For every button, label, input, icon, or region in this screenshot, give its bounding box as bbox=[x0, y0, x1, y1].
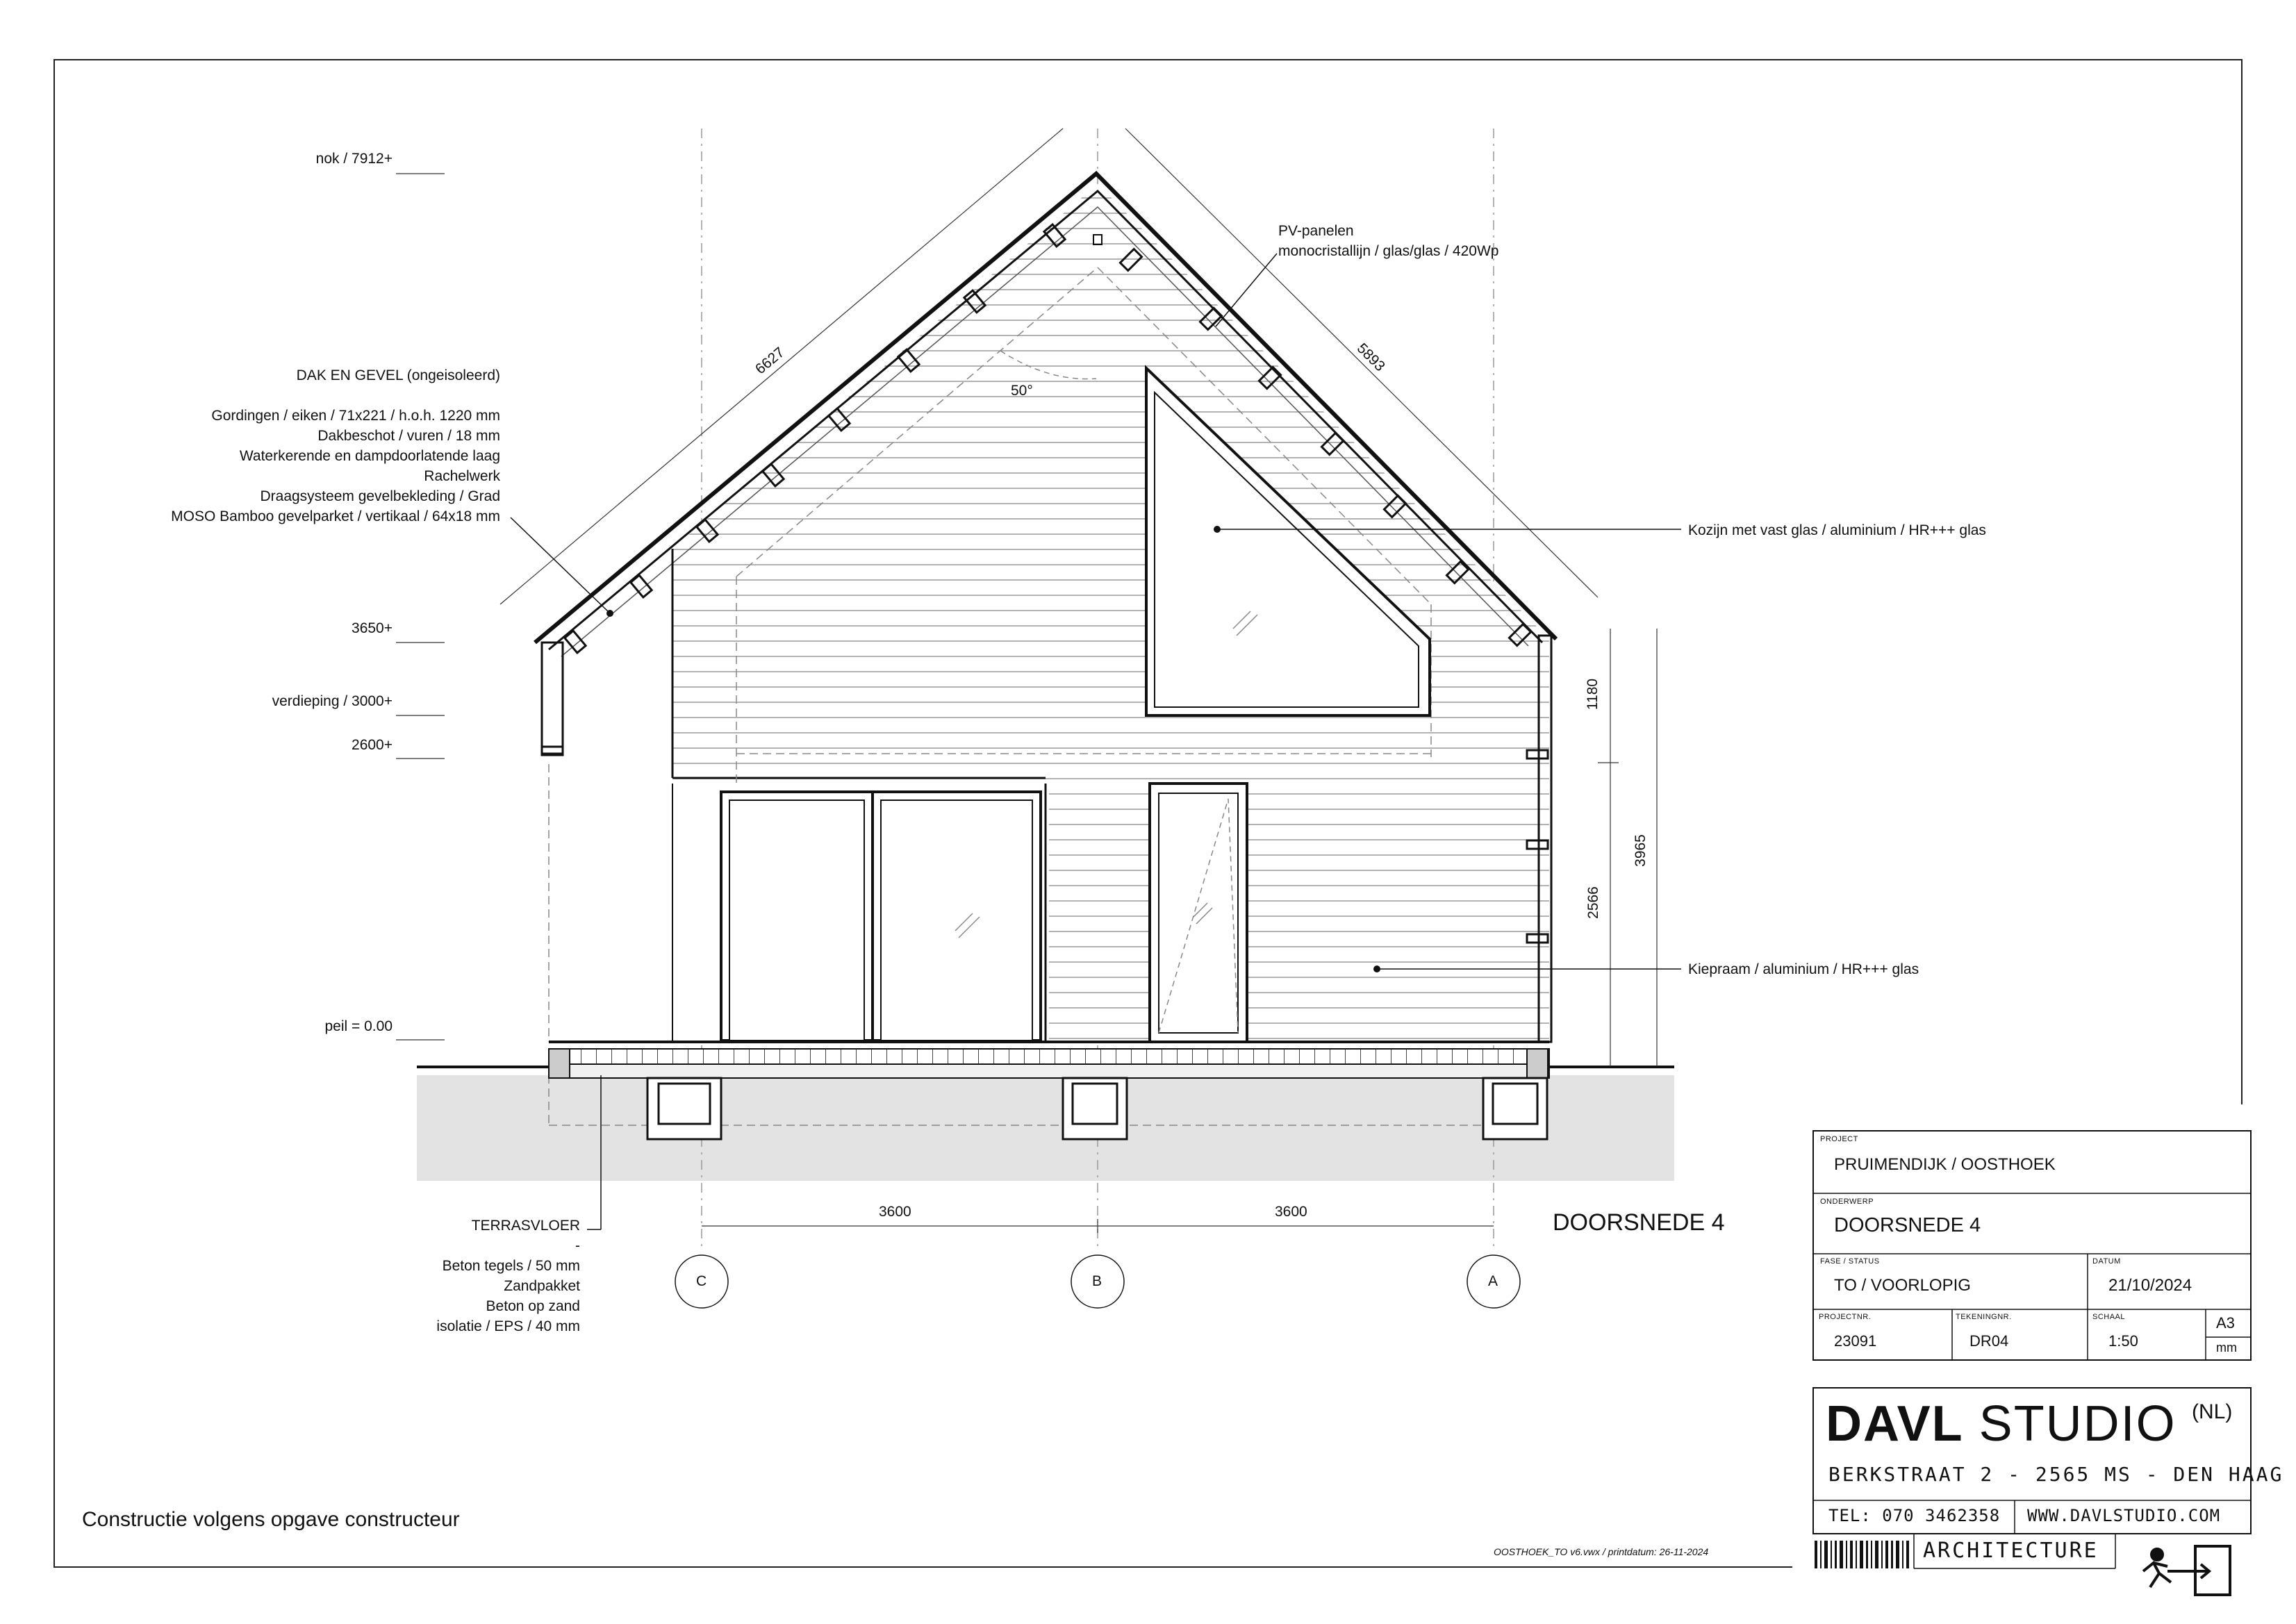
studio-country: (NL) bbox=[2192, 1400, 2233, 1423]
studio-logo bbox=[1826, 1395, 2177, 1453]
dim-roof-right: 5893 bbox=[1353, 340, 1389, 375]
terrace-floor bbox=[549, 1042, 1549, 1078]
floor-note-line: Beton op zand bbox=[486, 1298, 580, 1314]
dim-span1: 3600 bbox=[879, 1204, 911, 1220]
floor-note-line: Beton tegels / 50 mm bbox=[442, 1258, 580, 1274]
tb-phase: TO / VOORLOPIG bbox=[1834, 1276, 1971, 1295]
studio-tagline: ARCHITECTURE bbox=[1923, 1539, 2099, 1563]
pv-note bbox=[1278, 221, 1498, 261]
roof-note-line: MOSO Bamboo gevelparket / vertikaal / 64x18 mm bbox=[171, 508, 500, 524]
door-note: Kiepraam / aluminium / HR+++ glas bbox=[1688, 961, 1919, 977]
roof-note-line: Dakbeschot / vuren / 18 mm bbox=[317, 428, 500, 444]
studio-web: WWW.DAVLSTUDIO.COM bbox=[2027, 1506, 2221, 1525]
level-peil: peil = 0.00 bbox=[324, 1018, 393, 1034]
level-verdieping: verdieping / 3000+ bbox=[272, 693, 393, 709]
tb-date: 21/10/2024 bbox=[2108, 1276, 2192, 1295]
tb-projnr: 23091 bbox=[1834, 1332, 1877, 1350]
studio-name-light: STUDIO bbox=[1979, 1396, 2177, 1452]
grid-label-b: B bbox=[1092, 1273, 1102, 1289]
level-nok: nok / 7912+ bbox=[315, 151, 393, 167]
dim-2566: 2566 bbox=[1585, 886, 1601, 919]
tb-drawnr: DR04 bbox=[1969, 1332, 2009, 1350]
floor-note-line: Zandpakket bbox=[504, 1278, 580, 1294]
roof-note-line: Waterkerende en dampdoorlatende laag bbox=[239, 448, 500, 464]
studio-address: BERKSTRAAT 2 - 2565 MS - DEN HAAG bbox=[1828, 1463, 2284, 1486]
dim-span2: 3600 bbox=[1275, 1204, 1307, 1220]
roof-note-line: Rachelwerk bbox=[424, 468, 500, 484]
dim-3965: 3965 bbox=[1632, 834, 1649, 867]
floor-note-line: isolatie / EPS / 40 mm bbox=[436, 1318, 580, 1334]
tb-project: PRUIMENDIJK / OOSTHOEK bbox=[1834, 1155, 2056, 1174]
tb-project-label: PROJECT bbox=[1820, 1135, 1858, 1143]
roof-note-line: Gordingen / eiken / 71x221 / h.o.h. 1220 mm bbox=[211, 408, 500, 424]
tilt-window bbox=[1150, 784, 1247, 1042]
studio-name-bold: DAVL bbox=[1826, 1396, 1964, 1452]
footer-note: Constructie volgens opgave constructeur bbox=[82, 1508, 460, 1531]
tb-phase-label: FASE / STATUS bbox=[1820, 1257, 1880, 1266]
floor-note bbox=[278, 1216, 580, 1336]
tb-date-label: DATUM bbox=[2092, 1257, 2121, 1266]
studio-phone: TEL: 070 3462358 bbox=[1828, 1506, 2001, 1525]
dim-1180: 1180 bbox=[1585, 678, 1601, 711]
dim-roof-left: 6627 bbox=[752, 344, 788, 378]
window-note: Kozijn met vast glas / aluminium / HR+++ glas bbox=[1688, 522, 1986, 538]
tb-unit: mm bbox=[2216, 1341, 2237, 1354]
tb-paper: A3 bbox=[2216, 1314, 2235, 1332]
roof-note-title: DAK EN GEVEL (ongeisoleerd) bbox=[296, 367, 500, 383]
tb-subject: DOORSNEDE 4 bbox=[1834, 1214, 1981, 1236]
pv-note-line2: monocristallijn / glas/glas / 420Wp bbox=[1278, 243, 1499, 259]
level-2600: 2600+ bbox=[352, 737, 393, 753]
grid-label-a: A bbox=[1488, 1273, 1498, 1289]
tb-projnr-label: PROJECTNR. bbox=[1819, 1313, 1872, 1321]
roof-note-line: Draagsysteem gevelbekleding / Grad bbox=[260, 488, 500, 504]
dim-angle: 50° bbox=[1011, 383, 1033, 399]
tb-subject-label: ONDERWERP bbox=[1820, 1198, 1874, 1206]
section-title: DOORSNEDE 4 bbox=[1553, 1209, 1725, 1236]
file-info: OOSTHOEK_TO v6.vwx / printdatum: 26-11-2024 bbox=[1494, 1546, 1709, 1557]
sliding-doors bbox=[672, 784, 1049, 1042]
tb-scale-label: SCHAAL bbox=[2092, 1313, 2126, 1321]
level-3650: 3650+ bbox=[352, 620, 393, 636]
floor-note-dash: - bbox=[575, 1238, 580, 1254]
tb-scale: 1:50 bbox=[2108, 1332, 2138, 1350]
grid-label-c: C bbox=[696, 1273, 707, 1289]
pv-note-line1: PV-panelen bbox=[1278, 223, 1354, 239]
roof-note bbox=[69, 365, 500, 527]
tb-drawnr-label: TEKENINGNR. bbox=[1956, 1313, 2012, 1321]
floor-note-title: TERRASVLOER bbox=[471, 1218, 580, 1234]
